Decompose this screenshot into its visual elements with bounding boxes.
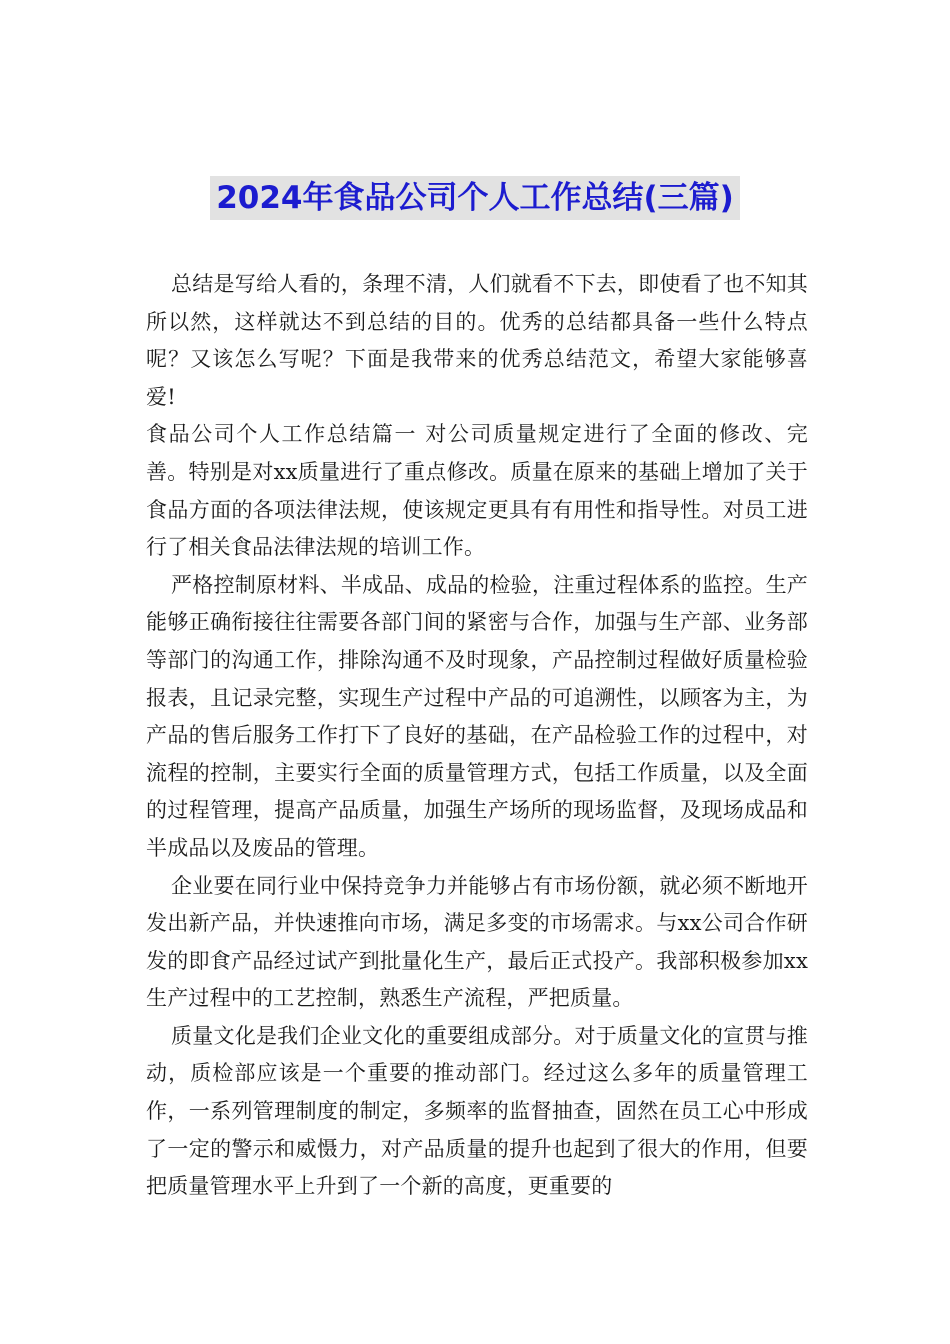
document-title: 2024年食品公司个人工作总结(三篇) [210,176,740,220]
paragraph-new-products: 企业要在同行业中保持竞争力并能够占有市场份额，就必须不断地开发出新产品，并快速推向市场，满足多变的市场需求。与xx公司合作研发的即食产品经过试产到批量化生产，最后正式投产。我部积极参加xx生产过程中的工艺控制，熟悉生产流程，严把质量。 [146,873,808,1011]
paragraph-inspection: 严格控制原材料、半成品、成品的检验，注重过程体系的监控。生产能够正确衔接往往需要各部门间的紧密与合作，加强与生产部、业务部等部门的沟通工作，排除沟通不及时现象，产品控制过程做好质量检验报表，且记录完整，实现生产过程中产品的可追溯性，以顾客为主，为产品的售后服务工作打下了良好的基础，在产品检验工作的过程中，对流程的控制，主要实行全面的质量管理方式，包括工作质量，以及全面的过程管理，提高产品质量，加强生产场所的现场监督，及现场成品和半成品以及废品的管理。 [146,572,808,860]
paragraph-intro: 总结是写给人看的，条理不清，人们就看不下去，即使看了也不知其所以然，这样就达不到总结的目的。优秀的总结都具备一些什么特点呢？又该怎么写呢？下面是我带来的优秀总结范文，希望大家能够喜爱! [146,272,808,409]
title-container [0,176,950,220]
paragraph-quality-culture: 质量文化是我们企业文化的重要组成部分。对于质量文化的宣贯与推动，质检部应该是一个重要的推动部门。经过这么多年的质量管理工作，一系列管理制度的制定，多频率的监督抽查，固然在员工心中形成了一定的警示和威慑力，对产品质量的提升也起到了很大的作用，但要把质量管理水平上升到了一个新的高度，更重要的 [146,1023,808,1199]
paragraph-section-one: 食品公司个人工作总结篇一 对公司质量规定进行了全面的修改、完善。特别是对xx质量进行了重点修改。质量在原来的基础上增加了关于食品方面的各项法律法规，使该规定更具有有用性和指导性。对员工进行了相关食品法律法规的培训工作。 [146,422,808,560]
document-body [146,266,808,1206]
